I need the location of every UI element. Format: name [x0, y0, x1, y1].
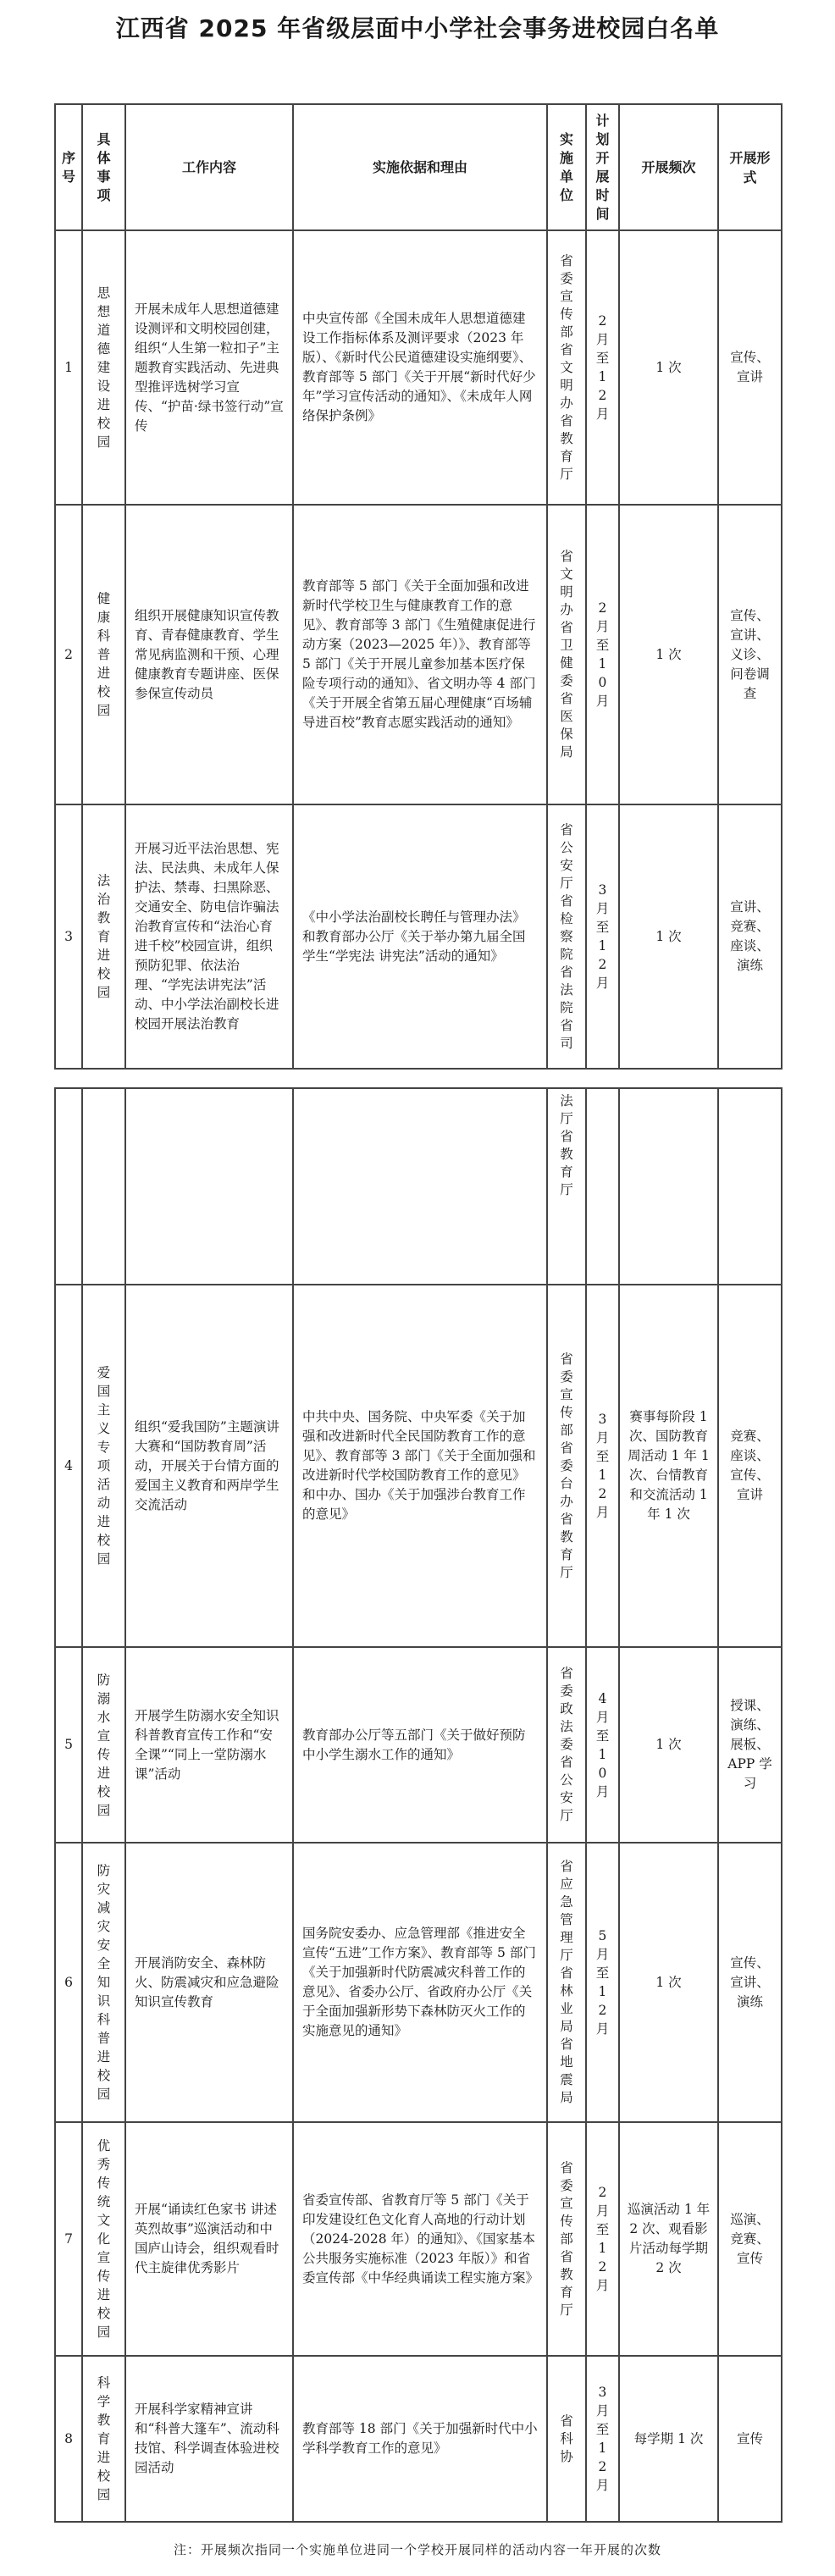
time-cell: 2月至12月	[586, 230, 619, 505]
seq-cell: 6	[55, 1843, 82, 2122]
form-cell	[718, 1088, 782, 1285]
time-cell: 2月至12月	[586, 2122, 619, 2356]
content-cell: 开展学生防溺水安全知识科普教育宣传工作和“安全课”“同上一堂防溺水课”活动	[125, 1647, 293, 1843]
header-unit: 实施单位	[547, 104, 586, 230]
seq-cell: 5	[55, 1647, 82, 1843]
form-cell: 宣传、宣讲、义诊、问卷调查	[718, 505, 782, 804]
freq-cell: 1 次	[619, 1647, 718, 1843]
seq-cell: 2	[55, 505, 82, 804]
table-header-row	[55, 104, 782, 230]
table-row	[55, 1843, 782, 2122]
freq-cell: 赛事每阶段 1 次、国防教育周活动 1 年 1 次、台情教育和交流活动 1 年 1 次	[619, 1285, 718, 1647]
freq-cell: 每学期 1 次	[619, 2356, 718, 2522]
table-row	[55, 230, 782, 505]
seq-cell	[55, 1088, 82, 1285]
form-cell: 竞赛、座谈、宣传、宣讲	[718, 1285, 782, 1647]
form-cell: 巡演、竞赛、宣传	[718, 2122, 782, 2356]
unit-cell: 省应急管理厅省林业局省地震局	[547, 1843, 586, 2122]
table-row	[55, 1285, 782, 1647]
basis-cell: 教育部等 5 部门《关于全面加强和改进新时代学校卫生与健康教育工作的意见》、教育部等 3 部门《生殖健康促进行动方案（2023—2025 年）》、教育部等 5 部门《关于开展儿童参加基本医疗保险专项行动的通知》、省文明办等 4 部门《关于开展全省第五届心理健康“百场辅导进百校”教育志愿实践活动的通知》	[293, 505, 547, 804]
basis-cell: 《中小学法治副校长聘任与管理办法》和教育部办公厅《关于举办第九届全国学生“学宪法 讲宪法”活动的通知》	[293, 804, 547, 1069]
freq-cell: 1 次	[619, 1843, 718, 2122]
time-cell: 4月至10月	[586, 1647, 619, 1843]
header-time: 计划开展时间	[586, 104, 619, 230]
table-row-continued	[55, 1088, 782, 1285]
unit-cell: 省委宣传部省委台办省教育厅	[547, 1285, 586, 1647]
footnote: 注：开展频次指同一个实施单位进同一个学校开展同样的活动内容一年开展的次数	[173, 2542, 661, 2557]
unit-cell: 省公安厅省检察院省法院省司	[547, 804, 586, 1069]
form-cell: 宣讲、竞赛、座谈、演练	[718, 804, 782, 1069]
content-cell	[125, 1088, 293, 1285]
form-cell: 宣传、宣讲、演练	[718, 1843, 782, 2122]
unit-cell: 省科协	[547, 2356, 586, 2522]
freq-cell: 1 次	[619, 505, 718, 804]
time-cell: 3月至12月	[586, 804, 619, 1069]
content-cell: 组织开展健康知识宣传教育、青春健康教育、学生常见病监测和干预、心理健康教育专题讲座、医保参保宣传动员	[125, 505, 293, 804]
seq-cell: 3	[55, 804, 82, 1069]
header-item: 具体事项	[82, 104, 125, 230]
basis-cell: 教育部等 18 部门《关于加强新时代中小学科学教育工作的意见》	[293, 2356, 547, 2522]
basis-cell: 国务院安委办、应急管理部《推进安全宣传“五进”工作方案》、教育部等 5 部门《关于加强新时代防震减灾科普工作的意见》、省委办公厅、省政府办公厅《关于全面加强新形势下森林防灭火工作的实施意见的通知》	[293, 1843, 547, 2122]
header-form: 开展形式	[718, 104, 782, 230]
basis-cell: 中央宣传部《全国未成年人思想道德建设工作指标体系及测评要求（2023 年版）、《新时代公民道德建设实施纲要》、教育部等 5 部门《关于开展“新时代好少年”学习宣传活动的通知》、《未成年人网络保护条例》	[293, 230, 547, 505]
item-cell: 防溺水宣传进校园	[82, 1647, 125, 1843]
whitelist-table	[54, 103, 782, 1070]
freq-cell: 巡演活动 1 年 2 次、观看影片活动每学期 2 次	[619, 2122, 718, 2356]
basis-cell: 中共中央、国务院、中央军委《关于加强和改进新时代全民国防教育工作的意见》、教育部等 3 部门《关于全面加强和改进新时代学校国防教育工作的意见》和中办、国办《关于加强涉台教育工作的意见》	[293, 1285, 547, 1647]
header-content: 工作内容	[125, 104, 293, 230]
table-row	[55, 505, 782, 804]
content-cell: 开展消防安全、森林防火、防震减灾和应急避险知识宣传教育	[125, 1843, 293, 2122]
time-cell: 3月至12月	[586, 1285, 619, 1647]
seq-cell: 1	[55, 230, 82, 505]
item-cell: 防灾减灾安全知识科普进校园	[82, 1843, 125, 2122]
item-cell	[82, 1088, 125, 1285]
content-cell: 开展未成年人思想道德建设测评和文明校园创建，组织“人生第一粒扣子”主题教育实践活动、先进典型推评选树学习宣传、“护苗·绿书签行动”宣传	[125, 230, 293, 505]
time-cell	[586, 1088, 619, 1285]
item-cell: 科学教育进校园	[82, 2356, 125, 2522]
content-cell: 组织“爱我国防”主题演讲大赛和“国防教育周”活动，开展关于台情方面的爱国主义教育和两岸学生交流活动	[125, 1285, 293, 1647]
freq-cell	[619, 1088, 718, 1285]
form-cell: 授课、演练、展板、APP 学习	[718, 1647, 782, 1843]
basis-cell	[293, 1088, 547, 1285]
time-cell: 2月至10月	[586, 505, 619, 804]
table-row	[55, 2356, 782, 2522]
table-row	[55, 1647, 782, 1843]
whitelist-table-continued	[54, 1087, 782, 2523]
seq-cell: 8	[55, 2356, 82, 2522]
seq-cell: 4	[55, 1285, 82, 1647]
unit-cell: 省委宣传部省文明办省教育厅	[547, 230, 586, 505]
item-cell: 健康科普进校园	[82, 505, 125, 804]
content-cell: 开展习近平法治思想、宪法、民法典、未成年人保护法、禁毒、扫黑除恶、交通安全、防电信诈骗法治教育宣传和“法治心育进千校”校园宣讲，组织预防犯罪、依法治理、“学宪法讲宪法”活动、中小学法治副校长进校园开展法治教育	[125, 804, 293, 1069]
unit-cell: 省委政法委省公安厅	[547, 1647, 586, 1843]
freq-cell: 1 次	[619, 804, 718, 1069]
page-title: 江西省 2025 年省级层面中小学社会事务进校园白名单	[115, 14, 720, 42]
form-cell: 宣传	[718, 2356, 782, 2522]
content-cell: 开展“诵读红色家书 讲述英烈故事”巡演活动和中国庐山诗会，组织观看时代主旋律优秀影片	[125, 2122, 293, 2356]
header-basis: 实施依据和理由	[293, 104, 547, 230]
form-cell: 宣传、宣讲	[718, 230, 782, 505]
content-cell: 开展科学家精神宣讲和“科普大篷车”、流动科技馆、科学调查体验进校园活动	[125, 2356, 293, 2522]
basis-cell: 省委宣传部、省教育厅等 5 部门《关于印发建设红色文化育人高地的行动计划（2024-2028 年）的通知》、《国家基本公共服务实施标准（2023 年版）》和省委宣传部《中华经典诵读工程实施方案》	[293, 2122, 547, 2356]
time-cell: 5月至12月	[586, 1843, 619, 2122]
table-row	[55, 2122, 782, 2356]
table-row	[55, 804, 782, 1069]
item-cell: 爱国主义专项活动进校园	[82, 1285, 125, 1647]
unit-cell: 法厅省教育厅	[547, 1088, 586, 1285]
basis-cell: 教育部办公厅等五部门《关于做好预防中小学生溺水工作的通知》	[293, 1647, 547, 1843]
header-seq: 序号	[55, 104, 82, 230]
item-cell: 法治教育进校园	[82, 804, 125, 1069]
unit-cell: 省委宣传部省教育厅	[547, 2122, 586, 2356]
header-freq: 开展频次	[619, 104, 718, 230]
item-cell: 思想道德建设进校园	[82, 230, 125, 505]
time-cell: 3月至12月	[586, 2356, 619, 2522]
seq-cell: 7	[55, 2122, 82, 2356]
item-cell: 优秀传统文化宣传进校园	[82, 2122, 125, 2356]
unit-cell: 省文明办省卫健委省医保局	[547, 505, 586, 804]
freq-cell: 1 次	[619, 230, 718, 505]
